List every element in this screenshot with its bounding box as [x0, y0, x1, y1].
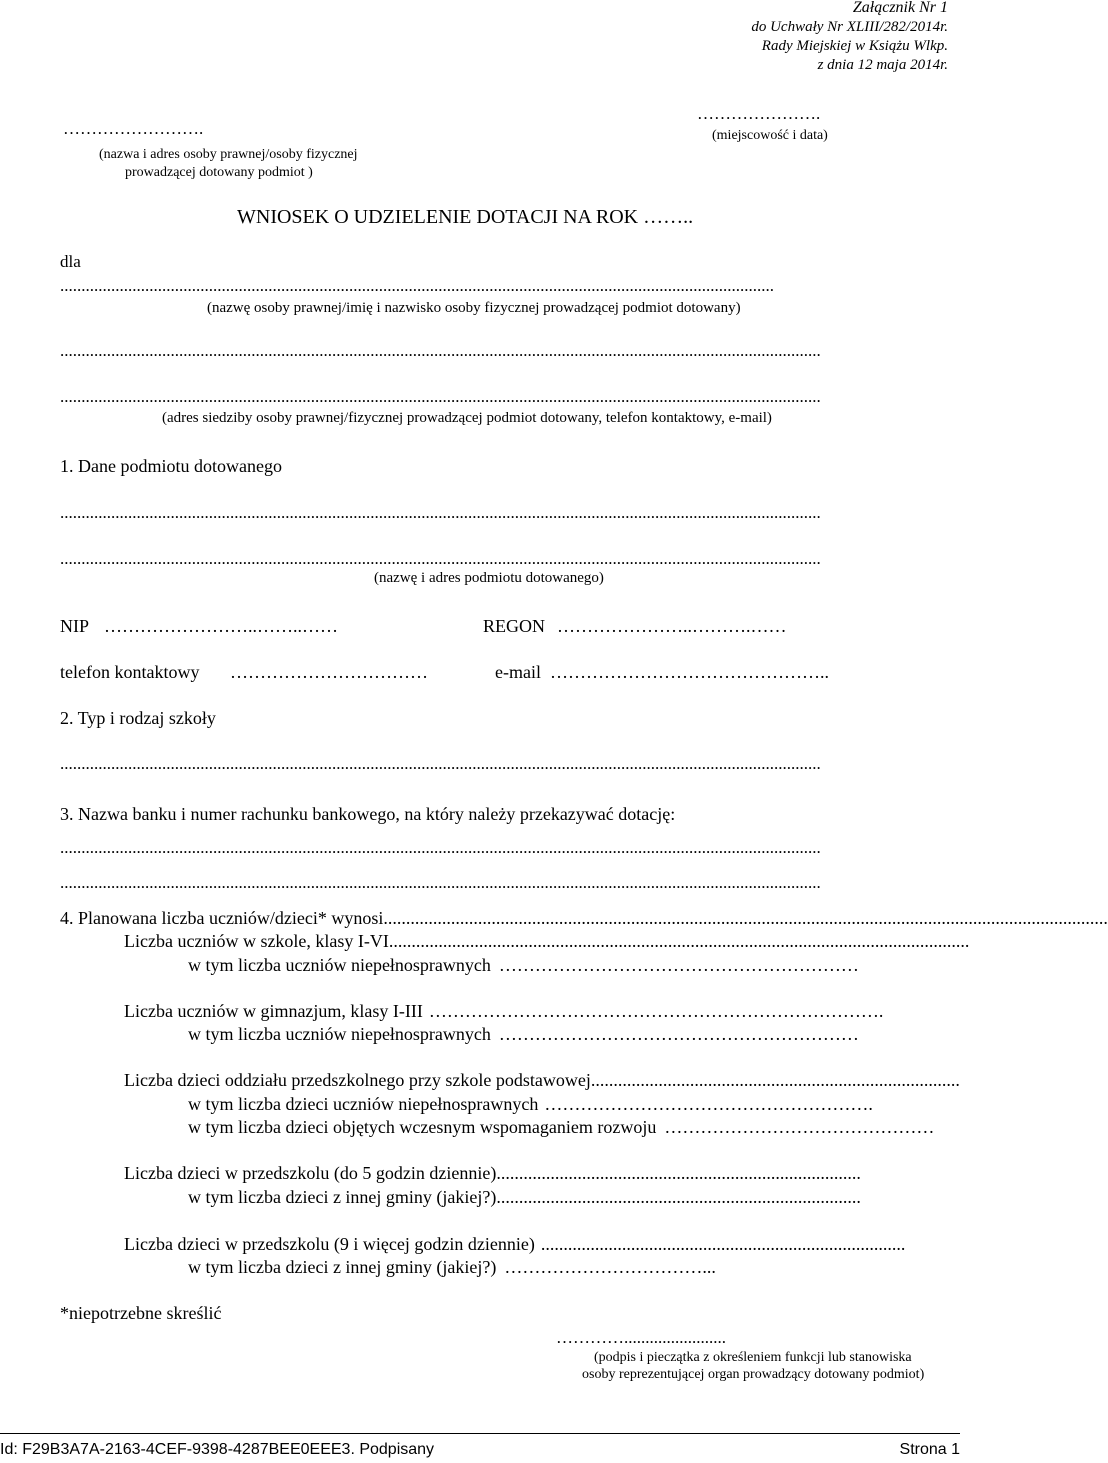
- list-item-dots[interactable]: ……………………………………………….: [544, 1094, 873, 1114]
- list-item-label: w tym liczba dzieci z innej gminy (jakiej?): [188, 1257, 497, 1277]
- section4-heading-text: 4. Planowana liczba uczniów/dzieci* wynosi: [60, 908, 384, 928]
- dla-label: dla: [60, 252, 81, 271]
- applicant-name-dots: …………………….: [63, 119, 204, 138]
- list-item: [124, 1163, 946, 1184]
- phone-label: telefon kontaktowy: [60, 662, 200, 682]
- list-item-dots[interactable]: .................................................................................: [496, 1163, 861, 1183]
- section1-dots-2: ...................................................................................................................................................................................: [60, 549, 821, 568]
- list-item-dots[interactable]: ………………………………………: [664, 1117, 935, 1137]
- resolution-date: z dnia 12 maja 2014r.: [817, 57, 948, 73]
- dla-dots: ........................................................................................................................................................................: [60, 276, 774, 295]
- section1-dots-1: ...................................................................................................................................................................................: [60, 503, 821, 522]
- list-item-label: Liczba dzieci w przedszkolu (9 i więcej godzin dziennie): [124, 1234, 535, 1254]
- regon-field[interactable]: …………………..……….……: [557, 616, 787, 636]
- address-caption: (adres siedziby osoby prawnej/fizycznej prowadzącej podmiot dotowany, telefon kontaktowy, e-mail): [162, 410, 772, 426]
- list-item-label: w tym liczba uczniów niepełnosprawnych: [188, 1024, 491, 1044]
- applicant-caption-line2: prowadzącej dotowany podmiot ): [125, 165, 313, 180]
- list-item-dots[interactable]: ………………………………………………………………….: [428, 1001, 884, 1021]
- applicant-caption-line1: (nazwa i adres osoby prawnej/osoby fizycznej: [99, 147, 358, 162]
- section2-heading: 2. Typ i rodzaj szkoły: [60, 708, 216, 728]
- address-dots-1: ...................................................................................................................................................................................: [60, 341, 821, 360]
- list-item: [188, 1024, 946, 1045]
- list-item-dots[interactable]: ……………………………………………………: [498, 1024, 859, 1044]
- footer-divider: [0, 1433, 960, 1434]
- section3-dots-2: ...................................................................................................................................................................................: [60, 873, 821, 892]
- list-item-label: Liczba dzieci w przedszkolu (do 5 godzin dziennie): [124, 1163, 497, 1183]
- footnote: *niepotrzebne skreślić: [60, 1303, 222, 1323]
- nip-field[interactable]: ……………………..……..……: [104, 616, 338, 636]
- signature-caption-line2: osoby reprezentującej organ prowadzący dotowany podmiot): [582, 1367, 925, 1382]
- nip-label: NIP: [60, 616, 90, 636]
- list-item-label: w tym liczba dzieci uczniów niepełnosprawnych: [188, 1094, 539, 1114]
- section4-heading-dots[interactable]: .................................................................................................................................................................: [383, 908, 1108, 928]
- phone-field[interactable]: ……………………………: [230, 662, 428, 682]
- list-item: [188, 1117, 944, 1138]
- list-item-label: Liczba uczniów w szkole, klasy I-VI: [124, 931, 389, 951]
- list-item-label: Liczba uczniów w gimnazjum, klasy I-III: [124, 1001, 423, 1021]
- signature-dots: …………........................: [556, 1328, 726, 1347]
- list-item-label: w tym liczba dzieci objętych wczesnym wspomaganiem rozwoju: [188, 1117, 657, 1137]
- list-item-dots[interactable]: .................................................................................: [540, 1234, 906, 1254]
- email-label: e-mail: [495, 662, 541, 682]
- section3-heading: 3. Nazwa banku i numer rachunku bankowego, na który należy przekazywać dotację:: [60, 804, 676, 824]
- signature-caption-line1: (podpis i pieczątka z określeniem funkcji lub stanowiska: [594, 1350, 912, 1365]
- footer-page-number: Strona 1: [899, 1441, 960, 1458]
- section1-caption: (nazwę i adres podmiotu dotowanego): [374, 570, 604, 586]
- document-title: WNIOSEK O UDZIELENIE DOTACJI NA ROK ……..: [237, 206, 694, 228]
- place-date-dots: ………………….: [697, 104, 821, 123]
- list-item: [188, 1257, 944, 1278]
- list-item-dots[interactable]: ……………………………………………………: [498, 955, 859, 975]
- section1-heading: 1. Dane podmiotu dotowanego: [60, 456, 282, 476]
- list-item: [188, 955, 946, 976]
- list-item: [124, 1001, 938, 1022]
- annex-number: Załącznik Nr 1: [852, 0, 948, 16]
- section2-dots: ...................................................................................................................................................................................: [60, 754, 821, 773]
- section3-dots-1: ...................................................................................................................................................................................: [60, 838, 821, 857]
- list-item: [124, 1234, 942, 1255]
- email-field[interactable]: ………………………………………..: [550, 662, 829, 682]
- council-name: Rady Miejskiej w Książu Wlkp.: [761, 38, 948, 54]
- list-item: [124, 1070, 960, 1091]
- resolution-reference: do Uchwały Nr XLIII/282/2014r.: [751, 19, 948, 35]
- list-item-label: Liczba dzieci oddziału przedszkolnego przy szkole podstawowej: [124, 1070, 591, 1090]
- place-date-caption: (miejscowość i data): [712, 128, 828, 143]
- dla-caption: (nazwę osoby prawnej/imię i nazwisko osoby fizycznej prowadzącej podmiot dotowany): [207, 300, 741, 316]
- list-item-dots[interactable]: ……………………………...: [504, 1257, 716, 1277]
- list-item-dots[interactable]: .................................................................................: [496, 1187, 861, 1207]
- regon-label: REGON: [483, 616, 545, 636]
- footer-id: Id: F29B3A7A-2163-4CEF-9398-4287BEE0EEE3. Podpisany: [0, 1441, 435, 1458]
- list-item-dots[interactable]: .................................................................................................................................: [388, 931, 970, 951]
- list-item: [188, 1187, 944, 1208]
- list-item-dots[interactable]: ..................................................................................: [590, 1070, 960, 1090]
- list-item-label: w tym liczba dzieci z innej gminy (jakiej?): [188, 1187, 497, 1207]
- list-item-label: w tym liczba uczniów niepełnosprawnych: [188, 955, 491, 975]
- section4-heading: [60, 908, 1108, 929]
- address-dots-2: ...................................................................................................................................................................................: [60, 387, 821, 406]
- list-item: [188, 1094, 944, 1115]
- list-item: [124, 931, 970, 952]
